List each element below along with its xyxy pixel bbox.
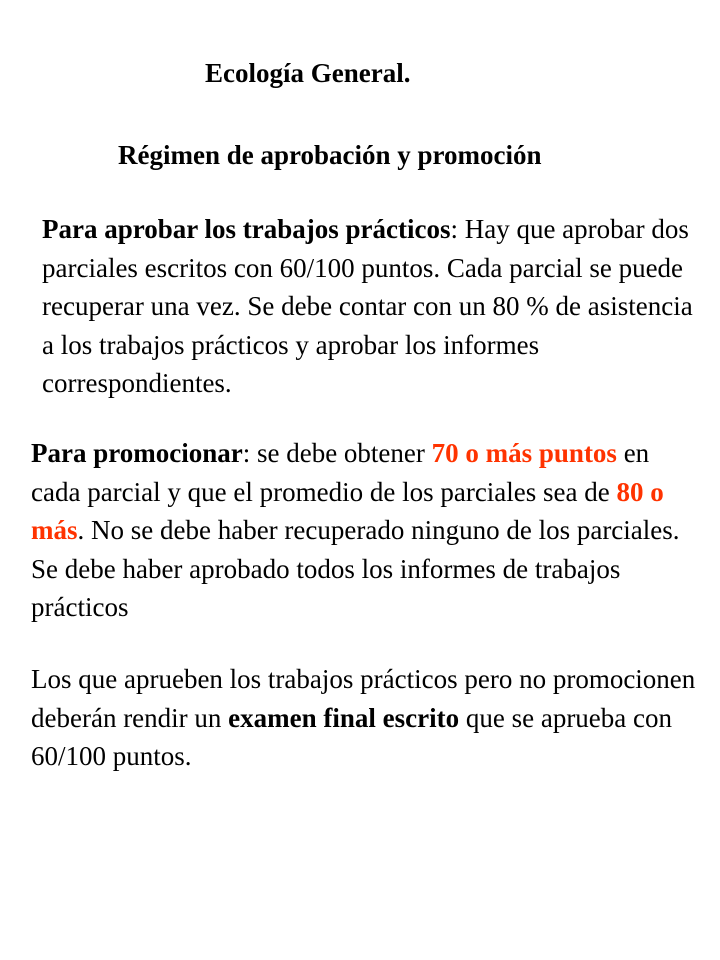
final-text-1: Los que aprueben los trabajos prácticos pero no promocionen deberán rendir un xyxy=(31,664,696,733)
promotion-highlight-1: 70 o más puntos xyxy=(431,438,617,468)
page-title: Ecología General. xyxy=(205,58,411,88)
promotion-text-2: en cada parcial y que el promedio de los parciales sea de xyxy=(31,438,650,507)
approval-text: : Hay que aprobar dos parciales escritos con 60/100 puntos. Cada parcial se puede recuperar una vez. Se debe contar con un 80 % de asistencia a los trabajos prácticos y aprobar los informes correspondientes. xyxy=(42,214,693,398)
final-text-2: que se aprueba con 60/100 puntos. xyxy=(31,702,673,771)
promotion-paragraph xyxy=(31,434,701,627)
promotion-text-1: : se debe obtener xyxy=(242,438,432,468)
promotion-highlight-2: 80 o más xyxy=(31,476,664,545)
approval-label: Para aprobar los trabajos prácticos xyxy=(42,214,451,244)
final-exam-bold: examen final escrito xyxy=(228,702,460,733)
page-subtitle: Régimen de aprobación y promoción xyxy=(118,140,542,170)
final-exam-paragraph xyxy=(31,660,701,776)
promotion-text-3: . No se debe haber recuperado ninguno de los parciales. Se debe haber aprobado todos los informes de trabajos prácticos xyxy=(31,515,680,622)
promotion-label: Para promocionar xyxy=(31,438,243,468)
approval-paragraph xyxy=(42,210,702,403)
